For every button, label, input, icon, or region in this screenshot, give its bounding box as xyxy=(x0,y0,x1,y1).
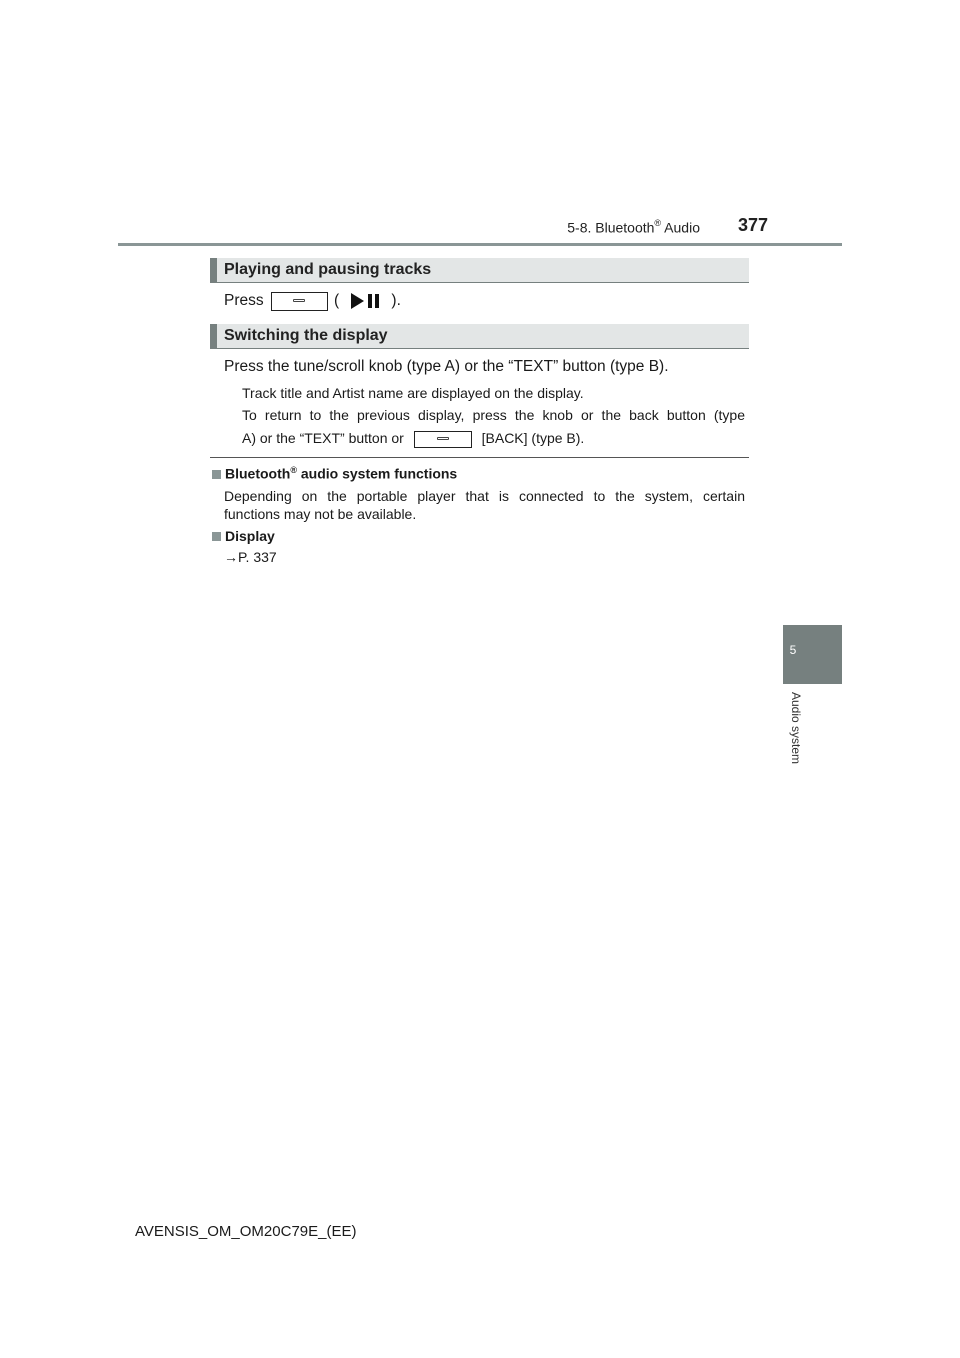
bullet-square-icon xyxy=(212,532,221,541)
paren-close: ). xyxy=(391,292,401,310)
document-id: AVENSIS_OM_OM20C79E_(EE) xyxy=(135,1223,357,1240)
registered-mark: ® xyxy=(654,218,662,228)
page-reference-link[interactable] xyxy=(224,549,277,565)
note2-heading: Display xyxy=(225,528,275,544)
section-title-prefix: 5-8. Bluetooth xyxy=(567,219,655,236)
control-button-icon xyxy=(414,431,472,448)
detail-2-start: A) or the “TEXT” button or xyxy=(242,430,404,446)
note1-text-line2: functions may not be available. xyxy=(224,506,417,522)
section-title xyxy=(0,219,700,236)
page-number: 377 xyxy=(738,215,769,235)
section-heading-playing: Playing and pausing tracks xyxy=(210,258,749,283)
press-label: Press xyxy=(224,292,264,310)
registered-mark: ® xyxy=(290,465,297,475)
paren-open: ( xyxy=(333,292,340,310)
note-heading-functions xyxy=(212,465,457,482)
section-title-suffix: Audio xyxy=(661,219,700,236)
note-heading-display xyxy=(212,528,275,544)
play-pause-icon xyxy=(349,291,383,311)
page-reference: P. 337 xyxy=(238,549,277,565)
header-rule xyxy=(118,243,842,246)
chapter-number: 5 xyxy=(789,643,797,657)
note1-text-line1: Depending on the portable player that is connected to the system, certain xyxy=(224,488,745,504)
chapter-label: Audio system xyxy=(789,692,803,765)
bullet-square-icon xyxy=(212,470,221,479)
note1-heading-suffix: audio system functions xyxy=(296,465,458,482)
note1-heading-prefix: Bluetooth xyxy=(225,465,291,482)
section-heading-switching: Switching the display xyxy=(210,324,749,349)
display-detail-1: Track title and Artist name are displayed on the display. xyxy=(242,385,584,401)
control-button-icon xyxy=(271,292,328,311)
switch-instruction: Press the tune/scroll knob (type A) or the “TEXT” button (type B). xyxy=(224,358,669,375)
press-instruction xyxy=(224,291,401,311)
notes-divider xyxy=(210,457,749,458)
arrow-right-icon: → xyxy=(224,549,238,565)
detail-2-end: [BACK] (type B). xyxy=(481,430,585,446)
display-detail-2-line2 xyxy=(242,428,584,448)
display-detail-2-line1: To return to the previous display, press the knob or the back button (type xyxy=(242,407,745,423)
